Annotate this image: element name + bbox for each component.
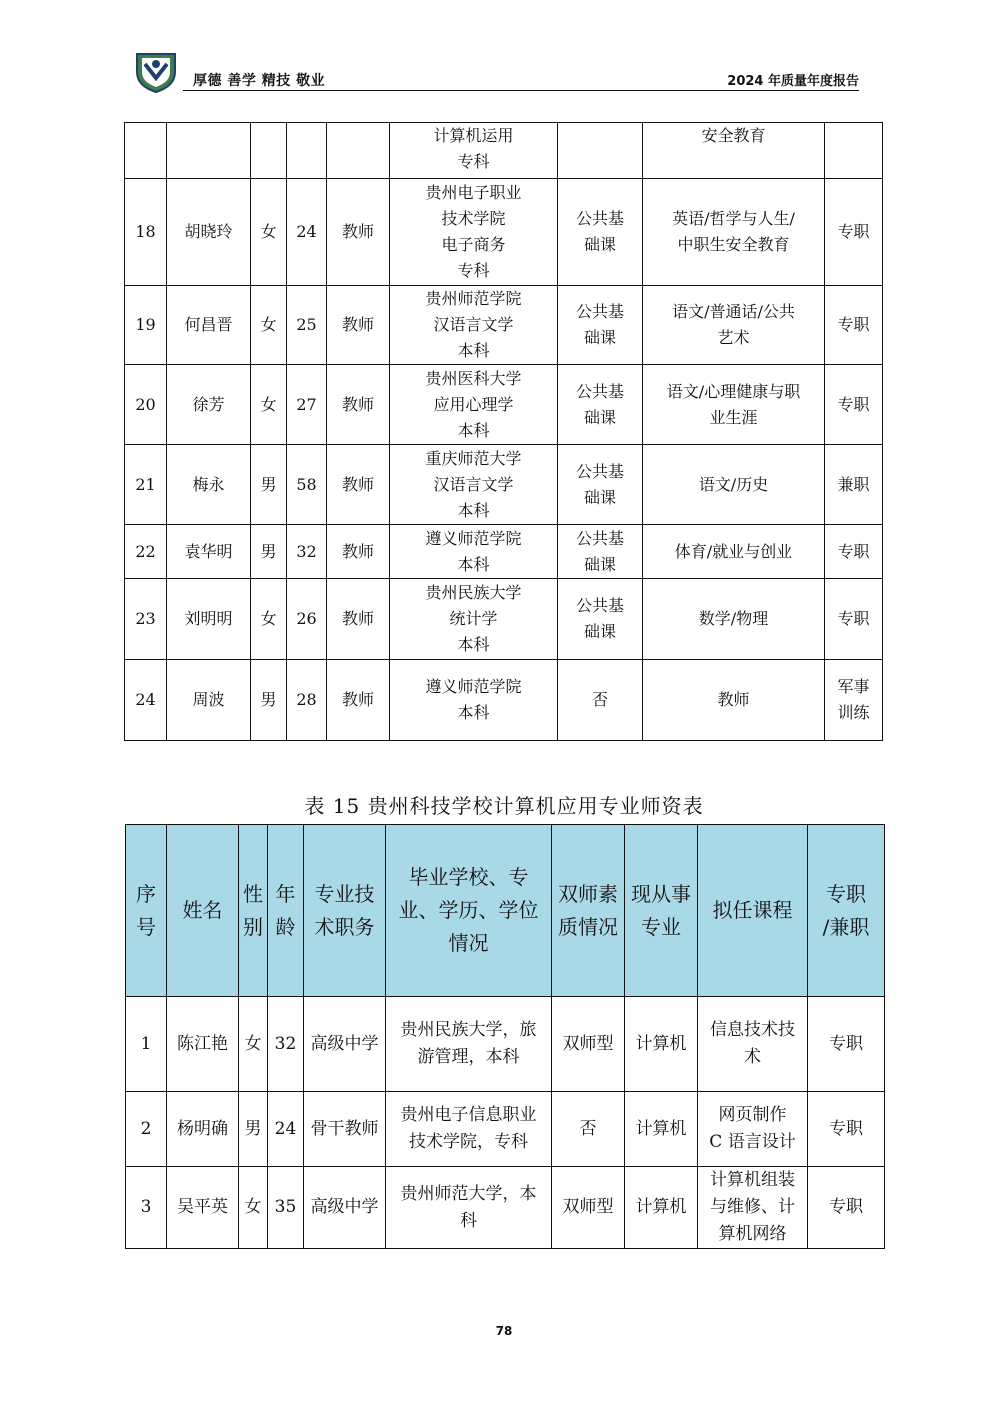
cell-name: 徐芳: [167, 365, 251, 445]
cell-school: [386, 1167, 552, 1249]
cell-gender: 女: [239, 1167, 268, 1249]
table15-header-cell-line: 龄: [275, 914, 296, 939]
cell-title: 教师: [327, 179, 390, 286]
cell-no: 23: [125, 579, 167, 660]
cell-school-line: 遵义师范学院: [425, 528, 522, 548]
cell-gender: 男: [239, 1092, 268, 1167]
cell-dual-line: 础课: [583, 487, 616, 507]
cell-school-line: 科: [460, 1210, 477, 1231]
cell-dual: 否: [552, 1092, 625, 1167]
table15-header-cell: [239, 825, 268, 997]
cell-course: [643, 579, 825, 660]
cell-gender: [251, 123, 287, 179]
cell-school-line: 汉语言文学: [433, 315, 514, 334]
cell-dual: [558, 365, 643, 445]
table15-header-cell: [386, 825, 552, 997]
cell-school-line: 技术学院，专科: [409, 1132, 528, 1152]
cell-title: [327, 123, 390, 179]
cell-school-line: 本科: [457, 341, 490, 360]
cell-dual: [558, 579, 643, 660]
cell-course: [643, 445, 825, 525]
table-row: [125, 286, 883, 365]
cell-dual-line: 否: [591, 690, 608, 709]
school-logo-icon: [133, 48, 179, 94]
cell-dual: [558, 525, 643, 579]
cell-dual: [558, 179, 643, 286]
table15-header-cell-line: 现从事: [631, 881, 691, 906]
header-rule: [183, 90, 859, 91]
cell-name: 何昌晋: [167, 286, 251, 365]
table-row: [126, 1092, 885, 1167]
cell-no: 3: [126, 1167, 167, 1249]
cell-gender: 男: [251, 445, 287, 525]
cell-no: 1: [126, 997, 167, 1092]
table15-header-cell-line: 序: [136, 881, 156, 906]
cell-dual-line: 公共基: [575, 381, 624, 401]
cell-course-line: C 语言设计: [709, 1132, 796, 1152]
table15-header-cell-line: 专职: [826, 881, 866, 906]
table15-header-cell: [552, 825, 625, 997]
table-row: [126, 1167, 885, 1249]
cell-type-line: 兼职: [837, 474, 870, 494]
cell-name: 刘明明: [167, 579, 251, 660]
cell-type-line: 专职: [837, 609, 870, 628]
table-row: [125, 579, 883, 660]
cell-course-line: 数学/物理: [698, 609, 769, 628]
cell-type: [825, 660, 883, 741]
cell-school-line: 贵州医科大学: [425, 368, 522, 388]
cell-dual-line: 础课: [583, 407, 616, 427]
table15: [125, 824, 885, 1249]
cell-school-line: 本科: [457, 635, 490, 654]
cell-type-line: 专职: [837, 541, 870, 561]
cell-school-line: 贵州民族大学: [425, 583, 522, 602]
cell-school-line: 本科: [457, 554, 490, 574]
cell-school: [390, 579, 558, 660]
table15-header-cell: [304, 825, 386, 997]
cell-age: 32: [268, 997, 304, 1092]
cell-course: [643, 365, 825, 445]
cell-title: 教师: [327, 365, 390, 445]
cell-gender: 女: [251, 179, 287, 286]
cell-age: 35: [268, 1167, 304, 1249]
cell-school-line: 贵州师范大学，本: [400, 1183, 537, 1204]
cell-school-line: 重庆师范大学: [425, 448, 522, 468]
cell-school-line: 本科: [457, 703, 490, 722]
cell-age: 24: [287, 179, 327, 286]
cell-course: [643, 286, 825, 365]
cell-school-line: 应用心理学: [433, 394, 514, 414]
cell-school: [386, 997, 552, 1092]
table-row: [125, 445, 883, 525]
cell-course-line: 术: [744, 1047, 761, 1067]
cell-school-line: 贵州电子信息职业: [400, 1105, 537, 1125]
cell-type: 专职: [808, 1167, 885, 1249]
cell-name: [167, 123, 251, 179]
table15-header-cell-line: 专业: [641, 914, 681, 939]
cell-course-line: 教师: [717, 690, 750, 709]
cell-type: 专职: [808, 997, 885, 1092]
cell-type: [825, 179, 883, 286]
table15-header-cell-line: 专业技: [314, 881, 375, 906]
cell-title: 教师: [327, 286, 390, 365]
cell-type: [825, 123, 883, 179]
cell-gender: 女: [239, 997, 268, 1092]
cell-dual: [558, 445, 643, 525]
cell-course-line: 业生涯: [709, 407, 758, 427]
cell-course-line: 语文/历史: [698, 474, 769, 494]
cell-school-line: 遵义师范学院: [425, 677, 522, 696]
cell-type: [825, 286, 883, 365]
cell-type-line: 专职: [837, 315, 870, 334]
header-motto: 厚德 善学 精技 敬业: [193, 73, 326, 89]
table-row: [126, 997, 885, 1092]
table15-header-cell-line: 性: [243, 881, 263, 906]
cell-no: 20: [125, 365, 167, 445]
table-row: [125, 123, 883, 179]
table-row: [125, 525, 883, 579]
cell-course: [643, 525, 825, 579]
cell-school-line: 本科: [457, 500, 490, 520]
table15-header-cell-line: 情况: [448, 931, 489, 955]
cell-course: [643, 179, 825, 286]
cell-type: [825, 365, 883, 445]
cell-course-line: 英语/哲学与人生/: [672, 209, 795, 228]
cell-dual-line: 公共基: [575, 461, 624, 481]
cell-school-line: 贵州电子职业: [425, 183, 522, 202]
cell-title: 教师: [327, 525, 390, 579]
cell-dual: [558, 660, 643, 741]
table15-header-cell-line: 业、学历、学位: [398, 898, 539, 922]
cell-course-line: 网页制作: [718, 1105, 787, 1125]
cell-age: 26: [287, 579, 327, 660]
table-row: [125, 660, 883, 741]
cell-name: 吴平英: [167, 1167, 239, 1249]
cell-course-line: 体育/就业与创业: [674, 541, 793, 561]
cell-no: [125, 123, 167, 179]
table15-header-cell: [126, 825, 167, 997]
table15-header-cell: [698, 825, 808, 997]
cell-school-line: 统计学: [449, 609, 498, 628]
cell-name: 周波: [167, 660, 251, 741]
table15-header-cell-line: 毕业学校、专: [408, 865, 529, 889]
cell-school: [390, 660, 558, 741]
cell-major: 计算机: [625, 1092, 698, 1167]
cell-major: 计算机: [625, 997, 698, 1092]
cell-title: 教师: [327, 660, 390, 741]
cell-age: 27: [287, 365, 327, 445]
cell-gender: 男: [251, 525, 287, 579]
page-header: [133, 44, 859, 96]
cell-type: [825, 445, 883, 525]
cell-course: [698, 997, 808, 1092]
cell-no: 22: [125, 525, 167, 579]
cell-dual-line: 公共基: [575, 528, 624, 548]
cell-gender: 男: [251, 660, 287, 741]
cell-age: 32: [287, 525, 327, 579]
cell-type: 专职: [808, 1092, 885, 1167]
cell-course-line: 语文/普通话/公共: [672, 302, 795, 321]
cell-age: 58: [287, 445, 327, 525]
cell-dual-line: 础课: [583, 622, 616, 641]
cell-dual-line: 公共基: [575, 596, 624, 615]
cell-dual: [558, 286, 643, 365]
cell-age: [287, 123, 327, 179]
cell-course-line: 中职生安全教育: [677, 235, 790, 254]
cell-school: [386, 1092, 552, 1167]
cell-dual-line: 础课: [583, 554, 616, 574]
cell-school-line: 汉语言文学: [433, 474, 514, 494]
cell-course-line: 算机网络: [718, 1224, 787, 1244]
cell-course: [643, 123, 825, 179]
cell-course-line: 语文/心理健康与职: [666, 381, 801, 401]
cell-course-line: 计算机组装: [710, 1170, 795, 1190]
cell-school: [390, 286, 558, 365]
cell-school-line: 专科: [457, 261, 490, 280]
cell-no: 19: [125, 286, 167, 365]
cell-dual-line: 础课: [583, 235, 616, 254]
cell-no: 24: [125, 660, 167, 741]
cell-title: 骨干教师: [304, 1092, 386, 1167]
cell-age: 25: [287, 286, 327, 365]
cell-name: 胡晓玲: [167, 179, 251, 286]
table15-header-cell-line: 别: [243, 914, 263, 939]
cell-school: [390, 525, 558, 579]
cell-name: 杨明确: [167, 1092, 239, 1167]
cell-age: 24: [268, 1092, 304, 1167]
cell-dual-line: 公共基: [575, 209, 624, 228]
table15-header-cell-line: 年: [275, 881, 296, 906]
cell-dual: 双师型: [552, 1167, 625, 1249]
table15-header-cell-line: 质情况: [558, 914, 618, 939]
cell-gender: 女: [251, 365, 287, 445]
cell-school-line: 贵州民族大学，旅: [400, 1020, 537, 1040]
cell-course-line: 信息技术技: [710, 1020, 795, 1040]
cell-gender: 女: [251, 579, 287, 660]
table15-header-cell: [808, 825, 885, 997]
cell-course-line: 艺术: [717, 328, 750, 347]
cell-dual: [558, 123, 643, 179]
table15-header-cell-line: 号: [136, 914, 156, 939]
cell-dual-line: 公共基: [575, 302, 624, 321]
cell-school-line: 计算机运用: [433, 126, 514, 145]
cell-school-line: 技术学院: [441, 209, 506, 228]
cell-course: [698, 1092, 808, 1167]
cell-major: 计算机: [625, 1167, 698, 1249]
cell-name: 袁华明: [167, 525, 251, 579]
cell-school: [390, 123, 558, 179]
cell-no: 21: [125, 445, 167, 525]
cell-title: 教师: [327, 579, 390, 660]
cell-school-line: 专科: [457, 152, 490, 171]
cell-title: 高级中学: [304, 1167, 386, 1249]
cell-type-line: 专职: [837, 222, 870, 241]
cell-dual: 双师型: [552, 997, 625, 1092]
cell-school-line: 电子商务: [441, 235, 506, 254]
cell-no: 2: [126, 1092, 167, 1167]
cell-title: 高级中学: [304, 997, 386, 1092]
cell-no: 18: [125, 179, 167, 286]
cell-type-line: 专职: [837, 394, 870, 414]
cell-school: [390, 445, 558, 525]
cell-school-line: 贵州师范学院: [425, 289, 522, 308]
table-continued: [124, 122, 883, 741]
table15-header-cell-line: /兼职: [822, 914, 870, 939]
table15-header-cell: [625, 825, 698, 997]
cell-gender: 女: [251, 286, 287, 365]
cell-course-line: 安全教育: [701, 126, 766, 145]
table15-header-cell-line: 拟任课程: [712, 898, 793, 922]
table15-header-cell: [167, 825, 239, 997]
cell-course: [643, 660, 825, 741]
table15-header-cell-line: 姓名: [182, 898, 223, 922]
table-row: [125, 365, 883, 445]
cell-name: 陈江艳: [167, 997, 239, 1092]
table15-header-row: [126, 825, 885, 997]
cell-age: 28: [287, 660, 327, 741]
cell-type-line: 训练: [837, 703, 870, 722]
cell-type-line: 军事: [837, 677, 870, 696]
table-row: [125, 179, 883, 286]
cell-name: 梅永: [167, 445, 251, 525]
table15-caption: 表 15 贵州科技学校计算机应用专业师资表: [304, 794, 704, 818]
cell-type: [825, 579, 883, 660]
page-number: 78: [495, 1324, 513, 1338]
table15-header-cell-line: 双师素: [558, 881, 618, 906]
cell-school: [390, 179, 558, 286]
table15-header-cell-line: 术职务: [314, 914, 375, 939]
table15-header-cell: [268, 825, 304, 997]
cell-dual-line: 础课: [583, 328, 616, 347]
cell-title: 教师: [327, 445, 390, 525]
cell-type: [825, 525, 883, 579]
header-report-title: 2024 年质量年度报告: [727, 74, 859, 89]
cell-school: [390, 365, 558, 445]
cell-course-line: 与维修、计: [710, 1197, 795, 1217]
cell-school-line: 本科: [457, 420, 490, 440]
cell-school-line: 游管理，本科: [417, 1047, 520, 1067]
cell-course: [698, 1167, 808, 1249]
